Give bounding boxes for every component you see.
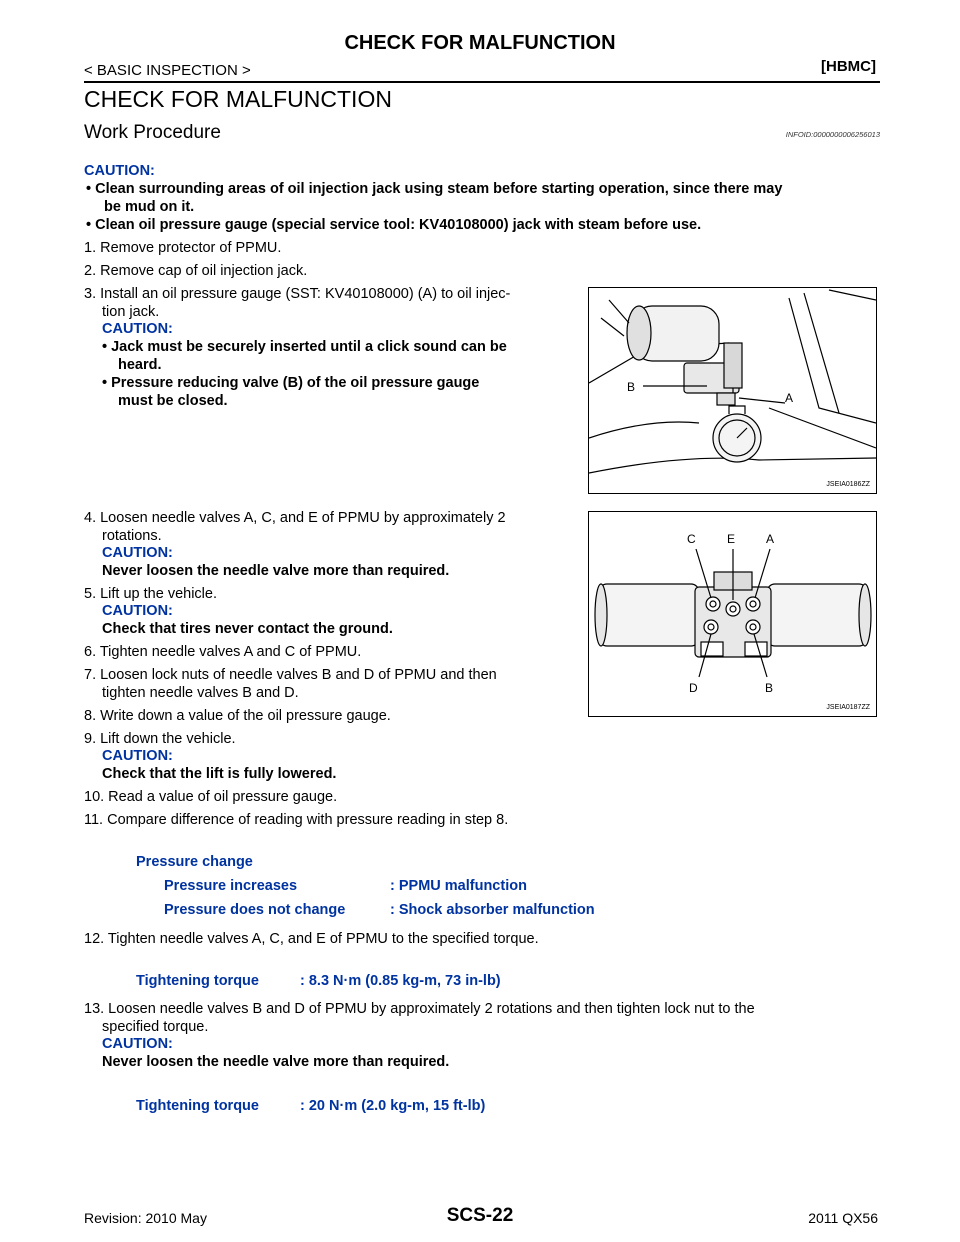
step-7: 7. Loosen lock nuts of needle valves B and D of PPMU and then: [84, 667, 497, 683]
step-4-note: Never loosen the needle valve more than required.: [102, 563, 450, 579]
caution-label: CAUTION:: [84, 163, 155, 179]
figure-oil-gauge: [588, 287, 877, 494]
step-13-caution: CAUTION:: [102, 1036, 173, 1052]
pressure-row-1-value: : PPMU malfunction: [390, 878, 527, 894]
step-12: 12. Tighten needle valves A, C, and E of PPMU to the specified torque.: [84, 931, 539, 947]
figure1-label-b: B: [627, 380, 636, 394]
step-5-caution: CAUTION:: [102, 603, 173, 619]
page-heading: CHECK FOR MALFUNCTION: [84, 86, 392, 112]
pressure-row-2-label: Pressure does not change: [164, 902, 346, 918]
torque-1-value: : 8.3 N·m (0.85 kg-m, 73 in-lb): [300, 973, 501, 989]
step-8: 8. Write down a value of the oil pressure gauge.: [84, 708, 391, 724]
figure2-label-b: B: [765, 681, 774, 695]
header-section: < BASIC INSPECTION >: [84, 62, 251, 79]
step-3-bullet-2-cont: must be closed.: [118, 393, 228, 409]
header-code: [HBMC]: [821, 58, 876, 75]
figure2-label-e: E: [727, 532, 736, 546]
step-5: 5. Lift up the vehicle.: [84, 586, 217, 602]
step-3-cont: tion jack.: [102, 304, 160, 320]
figure-oil-gauge-illustration: [589, 288, 876, 493]
figure-ppmu-valves: [588, 511, 877, 717]
pressure-table-title: Pressure change: [136, 854, 253, 870]
caution-bullet-1: • Clean surrounding areas of oil injection jack using steam before starting operation, since there may: [86, 181, 783, 197]
step-3: 3. Install an oil pressure gauge (SST: KV40108000) (A) to oil injec-: [84, 286, 511, 302]
page-subheading: Work Procedure: [84, 122, 221, 143]
step-13-note: Never loosen the needle valve more than required.: [102, 1054, 450, 1070]
step-9-caution: CAUTION:: [102, 748, 173, 764]
step-2: 2. Remove cap of oil injection jack.: [84, 263, 308, 279]
step-6: 6. Tighten needle valves A and C of PPMU.: [84, 644, 362, 660]
figure-ppmu-illustration: [589, 512, 876, 716]
header-title: CHECK FOR MALFUNCTION: [344, 32, 616, 54]
caution-bullet-1-cont: be mud on it.: [104, 199, 195, 215]
step-5-note: Check that tires never contact the ground.: [102, 621, 393, 637]
footer-model: 2011 QX56: [808, 1210, 878, 1226]
step-13: 13. Loosen needle valves B and D of PPMU by approximately 2 rotations and then tighten lock nut to the: [84, 1001, 755, 1017]
step-1: 1. Remove protector of PPMU.: [84, 240, 282, 256]
footer-revision: Revision: 2010 May: [84, 1210, 207, 1226]
step-9: 9. Lift down the vehicle.: [84, 731, 236, 747]
footer-page-number: SCS-22: [446, 1205, 514, 1226]
step-3-caution: CAUTION:: [102, 321, 173, 337]
torque-1-label: Tightening torque: [136, 973, 259, 989]
step-4: 4. Loosen needle valves A, C, and E of PPMU by approximately 2: [84, 510, 506, 526]
torque-2-label: Tightening torque: [136, 1098, 259, 1114]
info-id: INFOID:0000000006256013: [785, 130, 880, 139]
step-9-note: Check that the lift is fully lowered.: [102, 766, 337, 782]
figure1-caption: JSEIA0186ZZ: [826, 481, 870, 488]
step-4-cont: rotations.: [102, 528, 162, 544]
step-10: 10. Read a value of oil pressure gauge.: [84, 789, 338, 805]
step-3-bullet-1: • Jack must be securely inserted until a click sound can be: [102, 339, 507, 355]
figure2-label-c: C: [687, 532, 696, 546]
figure2-caption: JSEIA0187ZZ: [826, 704, 870, 711]
caution-bullet-2: • Clean oil pressure gauge (special service tool: KV40108000) jack with steam before use.: [86, 217, 702, 233]
pressure-row-1-label: Pressure increases: [164, 878, 298, 894]
torque-2-value: : 20 N·m (2.0 kg-m, 15 ft-lb): [300, 1098, 486, 1114]
header-rule: [84, 81, 880, 83]
subheading-row: [84, 122, 880, 148]
figure1-label-a: A: [785, 391, 794, 405]
step-7-cont: tighten needle valves B and D.: [102, 685, 299, 701]
step-4-caution: CAUTION:: [102, 545, 173, 561]
step-11: 11. Compare difference of reading with pressure reading in step 8.: [84, 812, 509, 828]
step-3-bullet-1-cont: heard.: [118, 357, 162, 373]
pressure-row-2-value: : Shock absorber malfunction: [390, 902, 595, 918]
step-13-cont: specified torque.: [102, 1019, 209, 1035]
figure2-label-a: A: [766, 532, 775, 546]
step-3-bullet-2: • Pressure reducing valve (B) of the oil pressure gauge: [102, 375, 480, 391]
figure2-label-d: D: [689, 681, 698, 695]
